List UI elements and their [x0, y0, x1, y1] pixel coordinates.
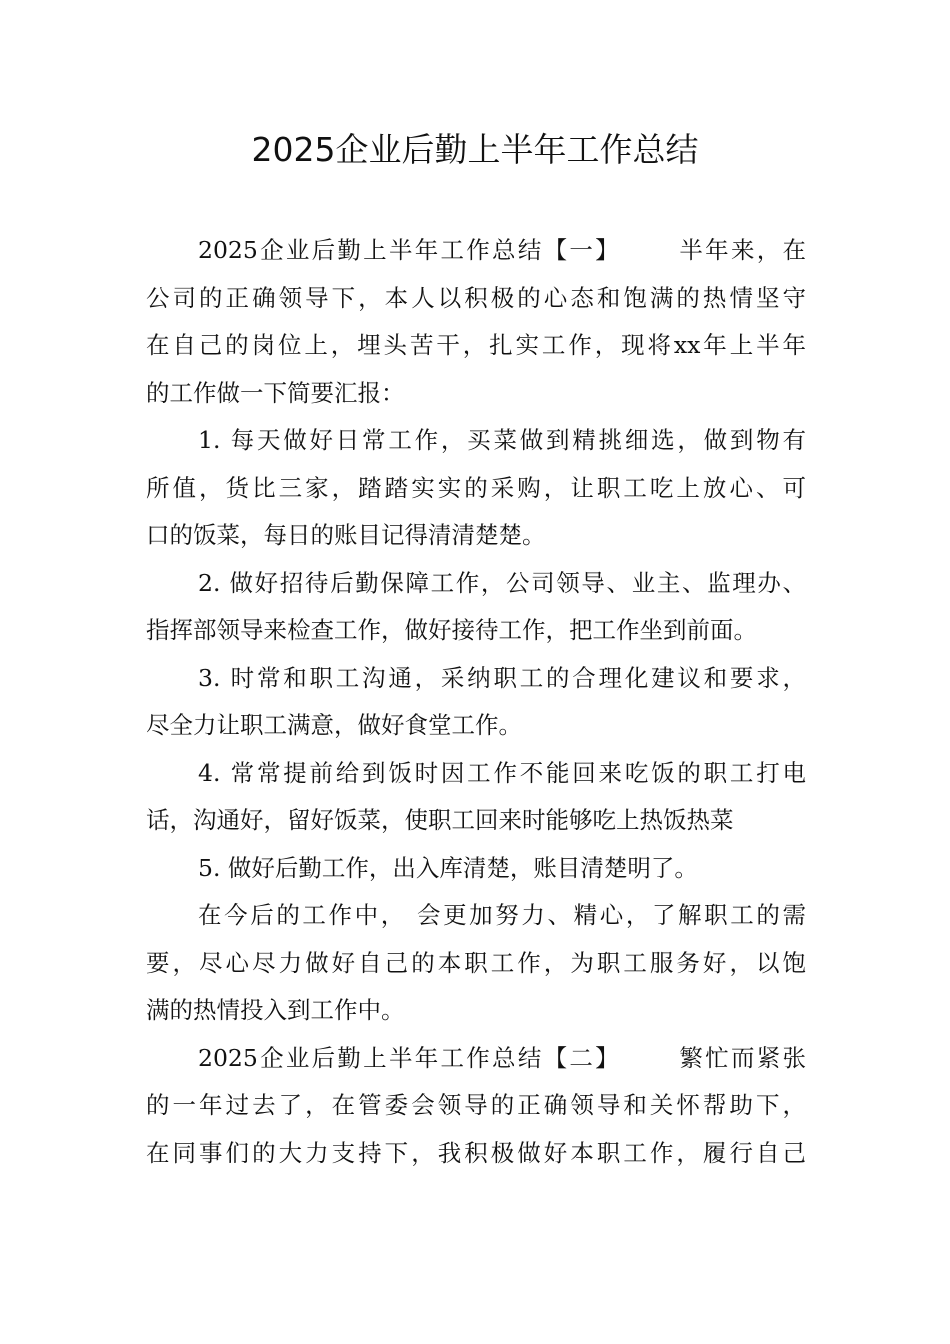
text-line: 在自己的岗位上，埋头苦干，扎实工作，现将xx年上半年: [146, 331, 806, 359]
document-body: [146, 227, 806, 1177]
text-line: 要，尽心尽力做好自己的本职工作，为职工服务好，以饱: [146, 948, 806, 977]
text-line: 指挥部领导来检查工作，做好接待工作，把工作坐到前面。: [146, 616, 757, 644]
text-line: 3. 时常和职工沟通，采纳职工的合理化建议和要求，: [198, 663, 806, 692]
text-line: 口的饭菜，每日的账目记得清清楚楚。: [146, 521, 546, 549]
text-line: 所值，货比三家，踏踏实实的采购，让职工吃上放心、可: [146, 473, 806, 502]
text-line: 话，沟通好，留好饭菜，使职工回来时能够吃上热饭热菜: [146, 806, 734, 834]
text-line: 的工作做一下简要汇报：: [146, 378, 405, 407]
document-title: 2025企业后勤上半年工作总结: [251, 130, 699, 169]
text-line: 满的热情投入到工作中。: [146, 996, 405, 1024]
text-line: 2025企业后勤上半年工作总结【一】 半年来，在: [198, 236, 806, 264]
text-line: 尽全力让职工满意，做好食堂工作。: [146, 711, 522, 739]
text-line: 在同事们的大力支持下，我积极做好本职工作，履行自己: [146, 1138, 806, 1167]
text-line: 公司的正确领导下，本人以积极的心态和饱满的热情坚守: [146, 283, 806, 312]
text-line: 的一年过去了，在管委会领导的正确领导和关怀帮助下，: [146, 1091, 806, 1119]
text-line: 1. 每天做好日常工作，买菜做到精挑细选，做到物有: [198, 426, 806, 454]
text-line: 4. 常常提前给到饭时因工作不能回来吃饭的职工打电: [198, 758, 806, 787]
text-line: 在今后的工作中， 会更加努力、精心，了解职工的需: [198, 901, 806, 929]
text-line: 2025企业后勤上半年工作总结【二】 繁忙而紧张: [198, 1043, 806, 1072]
text-line: 2. 做好招待后勤保障工作，公司领导、业主、监理办、: [198, 568, 807, 597]
text-line: 5. 做好后勤工作，出入库清楚，账目清楚明了。: [198, 853, 698, 882]
